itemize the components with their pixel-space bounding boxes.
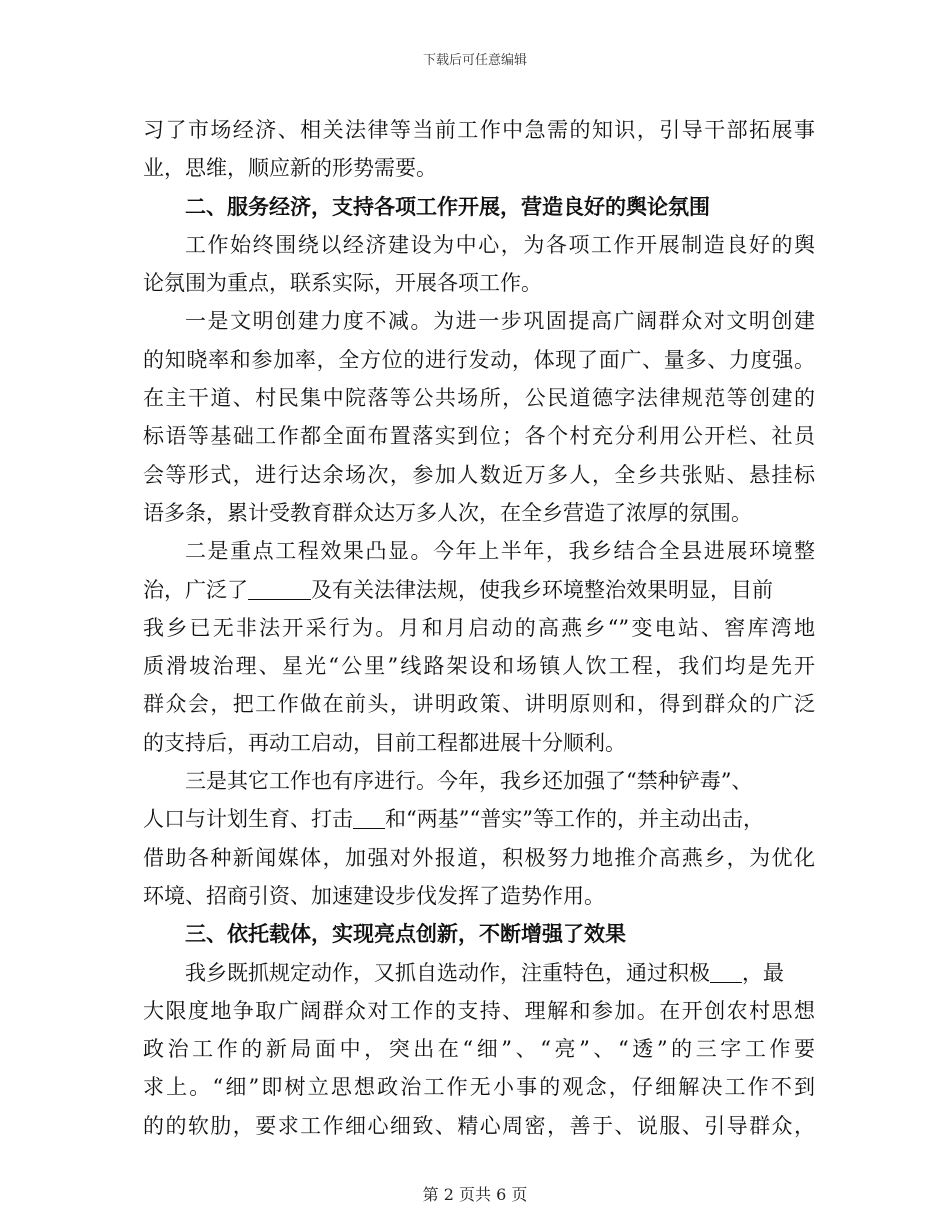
line-text: 人口与计划生育、打击	[143, 807, 353, 832]
body-line: 借助各种新闻媒体，加强对外报道，积极努力地推介高燕乡，为优化	[143, 845, 815, 870]
body-line: 二是重点工程效果凸显。今年上半年，我乡结合全县进展环境整	[185, 539, 815, 564]
body-line: 论氛围为重点，联系实际，开展各项工作。	[143, 271, 542, 296]
fill-in-blank	[710, 958, 742, 983]
line-text: 我乡既抓规定动作，又抓自选动作，注重特色，通过积极	[185, 960, 710, 985]
body-line: 大限度地争取广阔群众对工作的支持、理解和参加。在开创农村思想	[143, 998, 815, 1023]
body-line: 我乡已无非法开采行为。月和月启动的高燕乡“”变电站、窖库湾地	[143, 615, 815, 640]
body-line: 求上。“细”即树立思想政治工作无小事的观念，仔细解决工作不到	[143, 1075, 815, 1100]
body-line: 政治工作的新局面中，突出在“细”、“亮”、“透”的三字工作要	[143, 1037, 815, 1062]
body-line: 的知晓率和参加率，全方位的进行发动，体现了面广、量多、力度强。	[143, 347, 815, 372]
body-line: 工作始终围绕以经济建设为中心，为各项工作开展制造良好的舆	[185, 232, 815, 257]
line-text: 及有关法律法规，使我乡环境整治效果明显，目前	[311, 577, 773, 602]
body-line: 一是文明创建力度不减。为进一步巩固提高广阔群众对文明创建	[185, 309, 815, 334]
body-line: 的支持后，再动工启动，目前工程都进展十分顺利。	[143, 730, 626, 755]
document-body	[143, 111, 815, 1145]
body-line	[143, 800, 815, 838]
body-line: 的的软肋，要求工作细心细致、精心周密，善于、说服、引导群众，	[143, 1113, 815, 1138]
body-line: 质滑坡治理、星光“公里”线路架设和场镇人饮工程，我们均是先开	[143, 654, 815, 679]
line-text: 治，广泛了	[143, 577, 248, 602]
fill-in-blank	[248, 575, 311, 600]
page-header: 下载后可任意编辑	[422, 53, 527, 68]
body-line: 语多条，累计受教育群众达万多人次，在全乡营造了浓厚的氛围。	[143, 500, 752, 525]
line-text: ，最	[742, 960, 784, 985]
page-footer: 第 2 页共 6 页	[422, 1185, 528, 1204]
line-text: 和“两基”“普实”等工作的，并主动出击，	[385, 807, 764, 832]
body-line: 会等形式，进行达余场次，参加人数近万多人，全乡共张贴、悬挂标	[143, 462, 815, 487]
body-line: 业，思维，顺应新的形势需要。	[143, 156, 437, 181]
fill-in-blank	[353, 804, 385, 829]
body-line: 环境、招商引资、加速建设步伐发挥了造势作用。	[143, 883, 605, 908]
body-line: 标语等基础工作都全面布置落实到位；各个村充分利用公开栏、社员	[143, 424, 815, 449]
section-heading: 二、服务经济，支持各项工作开展，营造良好的舆论氛围	[185, 193, 710, 219]
body-line: 三是其它工作也有序进行。今年，我乡还加强了“禁种铲毒”、	[185, 769, 753, 794]
body-line	[143, 954, 815, 992]
body-line	[143, 571, 815, 609]
body-line: 在主干道、村民集中院落等公共场所，公民道德字法律规范等创建的	[143, 386, 815, 411]
body-line: 群众会，把工作做在前头，讲明政策、讲明原则和，得到群众的广泛	[143, 692, 815, 717]
body-line: 习了市场经济、相关法律等当前工作中急需的知识，引导干部拓展事	[143, 118, 815, 142]
section-heading: 三、依托载体，实现亮点创新，不断增强了效果	[185, 921, 626, 947]
